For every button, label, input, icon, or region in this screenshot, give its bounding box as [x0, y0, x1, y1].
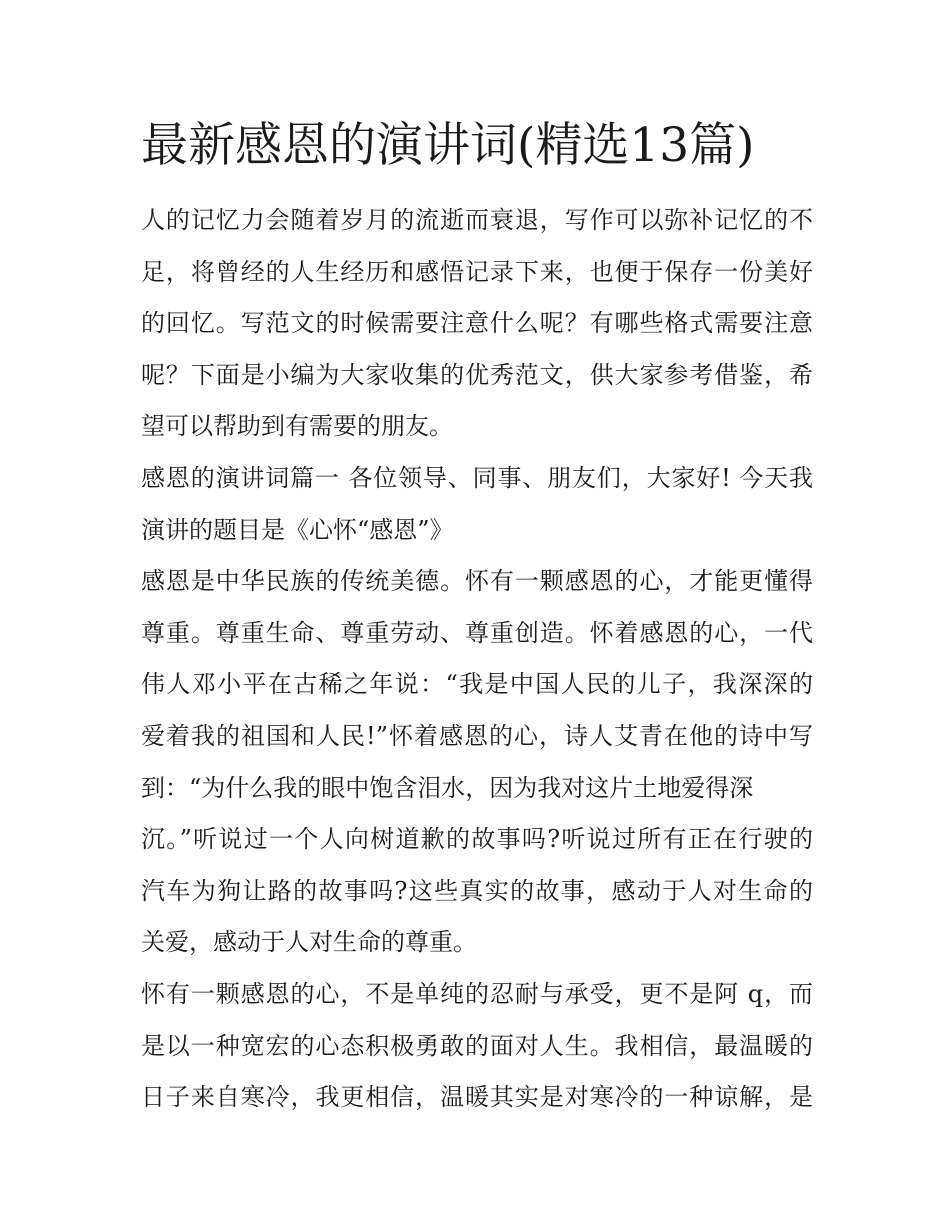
text-line: 望可以帮助到有需要的朋友。 [141, 412, 453, 441]
text-line: 演讲的题目是《心怀“感恩”》 [141, 515, 454, 544]
text-line: 爱着我的祖国和人民!”怀着感恩的心，诗人艾青在他的诗中写 [141, 721, 813, 750]
document-title: 最新感恩的演讲词(精选13篇) [141, 118, 755, 173]
document-body [141, 195, 813, 1124]
text-line: 到：“为什么我的眼中饱含泪水，因为我对这片土地爱得深 [141, 773, 754, 802]
text-line: 伟人邓小平在古稀之年说：“我是中国人民的儿子，我深深的 [141, 670, 813, 699]
text-line: 呢？下面是小编为大家收集的优秀范文，供大家参考借鉴，希 [141, 360, 813, 389]
text-line: 感恩的演讲词篇一 各位领导、同事、朋友们，大家好! 今天我 [141, 463, 813, 492]
text-line: 关爱，感动于人对生命的尊重。 [141, 928, 477, 957]
text-line: 的回忆。写范文的时候需要注意什么呢？有哪些格式需要注意 [141, 309, 813, 338]
text-line: 沉。”听说过一个人向树道歉的故事吗?听说过所有正在行驶的 [141, 825, 813, 854]
text-line: 尊重。尊重生命、尊重劳动、尊重创造。怀着感恩的心，一代 [141, 618, 813, 647]
text-line: 人的记忆力会随着岁月的流逝而衰退，写作可以弥补记忆的不 [141, 206, 813, 234]
text-line: 怀有一颗感恩的心，不是单纯的忍耐与承受，更不是阿 q，而 [141, 979, 813, 1008]
text-line: 汽车为狗让路的故事吗?这些真实的故事，感动于人对生命的 [141, 876, 813, 905]
text-line: 是以一种宽宏的心态积极勇敢的面对人生。我相信，最温暖的 [141, 1031, 813, 1060]
text-line: 足，将曾经的人生经历和感悟记录下来，也便于保存一份美好 [141, 257, 813, 286]
text-line: 日子来自寒冷，我更相信，温暖其实是对寒冷的一种谅解，是 [141, 1083, 813, 1112]
text-line: 感恩是中华民族的传统美德。怀有一颗感恩的心，才能更懂得 [141, 567, 813, 596]
